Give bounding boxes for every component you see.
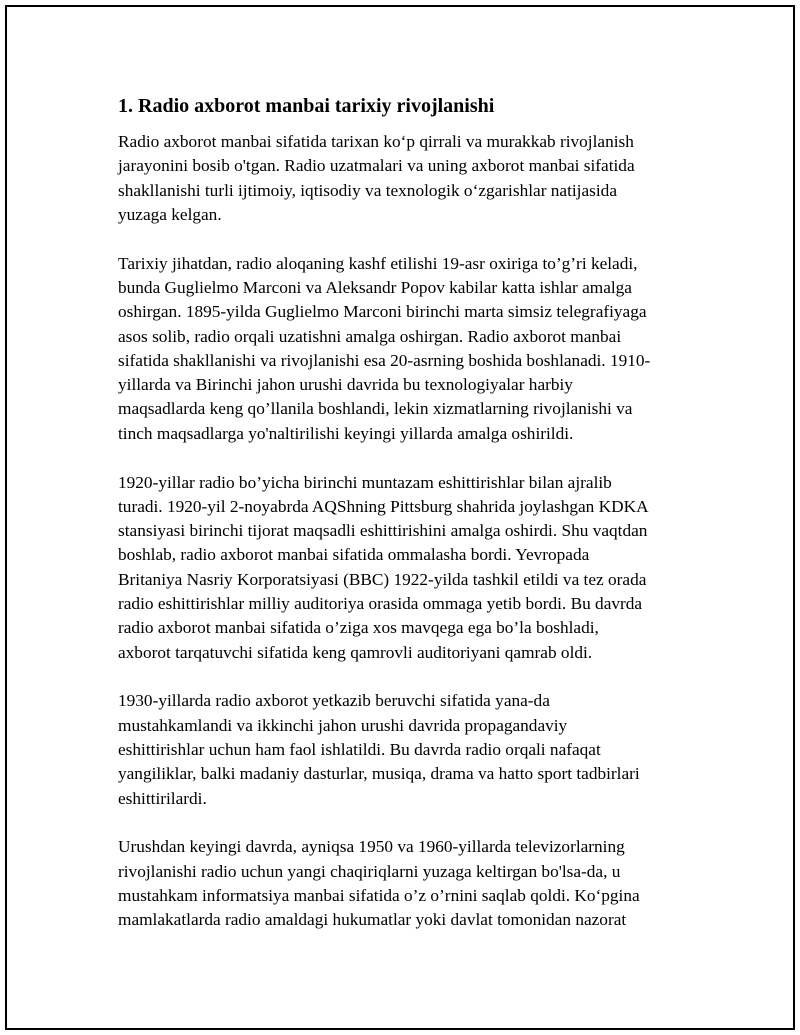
paragraph-5 — [118, 835, 698, 932]
text-line: radio axborot manbai sifatida o’ziga xos mavqega ega bo’la boshladi, — [118, 618, 599, 638]
text-line: rivojlanishi radio uchun yangi chaqiriqlarni yuzaga keltirgan bo'lsa-da, u — [118, 861, 621, 881]
text-line: oshirgan. 1895-yilda Guglielmo Marconi birinchi marta simsiz telegrafiyaga — [118, 302, 647, 322]
text-line: boshlab, radio axborot manbai sifatida ommalasha bordi. Yevropada — [118, 545, 590, 565]
text-line: 1920-yillar radio bo’yicha birinchi muntazam eshittirishlar bilan ajralib — [118, 472, 612, 492]
paragraph-3 — [118, 471, 698, 665]
text-line: eshittirilardi. — [118, 788, 207, 808]
text-line: 1930-yillarda radio axborot yetkazib beruvchi sifatida yana-da — [118, 691, 550, 711]
text-line: axborot tarqatuvchi sifatida keng qamrovli auditoriyani qamrab oldi. — [118, 642, 593, 662]
text-line: sifatida shakllanishi va rivojlanishi esa 20-asrning boshida boshlanadi. 1910- — [118, 350, 651, 370]
text-line: eshittirishlar uchun ham faol ishlatildi. Bu davrda radio orqali nafaqat — [118, 740, 601, 760]
text-line: jarayonini bosib o'tgan. Radio uzatmalari va uning axborot manbai sifatida — [118, 156, 635, 176]
text-line: yillarda va Birinchi jahon urushi davrida bu texnologiyalar harbiy — [118, 375, 573, 395]
text-line: mamlakatlarda radio amaldagi hukumatlar yoki davlat tomonidan nazorat — [118, 910, 627, 930]
paragraph-4 — [118, 689, 698, 810]
text-line: yangiliklar, balki madaniy dasturlar, musiqa, drama va hatto sport tadbirlari — [118, 764, 640, 784]
paragraph-1 — [118, 130, 698, 227]
document-body — [118, 92, 698, 957]
text-line: Radio axborot manbai sifatida tarixan ko‘p qirrali va murakkab rivojlanish — [118, 132, 634, 151]
paragraph-2 — [118, 252, 698, 446]
text-line: stansiyasi birinchi tijorat maqsadli eshittirishini amalga oshirdi. Shu vaqtdan — [118, 521, 648, 541]
text-line: Britaniya Nasriy Korporatsiyasi (BBC) 1922-yilda tashkil etildi va tez orada — [118, 569, 647, 589]
text-line: bunda Guglielmo Marconi va Aleksandr Popov kabilar katta ishlar amalga — [118, 277, 632, 297]
text-line: radio eshittirishlar milliy auditoriya orasida ommaga yetib bordi. Bu davrda — [118, 594, 643, 614]
text-line: mustahkam informatsiya manbai sifatida o’z o’rnini saqlab qoldi. Ko‘pgina — [118, 886, 640, 906]
text-line: Urushdan keyingi davrda, ayniqsa 1950 va 1960-yillarda televizorlarning — [118, 837, 625, 857]
text-line: turadi. 1920-yil 2-noyabrda AQShning Pittsburg shahrida joylashgan KDKA — [118, 496, 649, 516]
text-line: shakllanishi turli ijtimoiy, iqtisodiy va texnologik o‘zgarishlar natijasida — [118, 180, 617, 200]
text-line: asos solib, radio orqali uzatishni amalga oshirgan. Radio axborot manbai — [118, 326, 622, 346]
text-line: mustahkamlandi va ikkinchi jahon urushi davrida propagandaviy — [118, 715, 568, 735]
section-title: 1. Radio axborot manbai tarixiy rivojlanishi — [118, 95, 495, 117]
text-line: Tarixiy jihatdan, radio aloqaning kashf etilishi 19-asr oxiriga to’g’ri keladi, — [118, 253, 638, 273]
text-line: yuzaga kelgan. — [118, 204, 222, 224]
text-line: tinch maqsadlarga yo'naltirilishi keyingi yillarda amalga oshirildi. — [118, 423, 574, 443]
text-line: maqsadlarda keng qo’llanila boshlandi, lekin xizmatlarning rivojlanishi va — [118, 399, 633, 419]
